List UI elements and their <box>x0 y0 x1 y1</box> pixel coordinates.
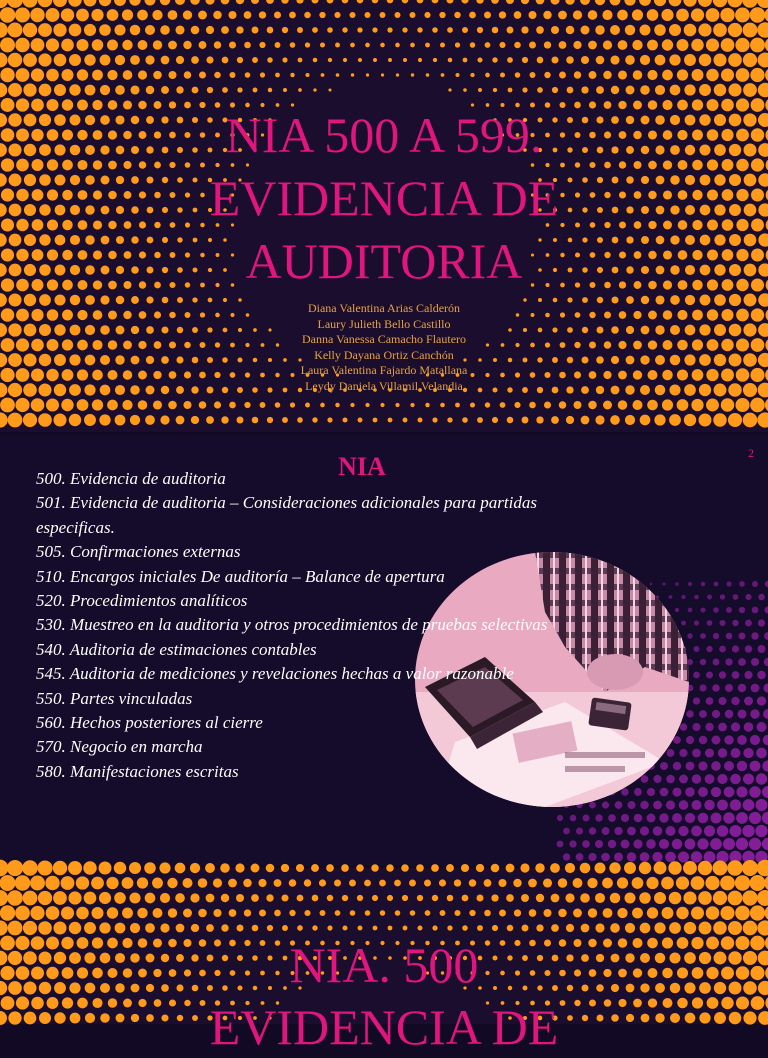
author-list <box>0 301 768 394</box>
slide-heading: NIA <box>300 452 424 482</box>
list-item: 580. Manifestaciones escritas <box>36 760 676 784</box>
slide-title <box>0 0 768 432</box>
title-line: EVIDENCIA DE <box>0 167 768 230</box>
nia-standards-list <box>36 467 676 784</box>
slide-nia-500 <box>0 868 768 1024</box>
list-item: 501. Evidencia de auditoria – Consideraciones adicionales para partidas <box>36 491 676 515</box>
title-line: EVIDENCIA DE <box>0 996 768 1058</box>
author-name: Leydy Daniela Villamil Velandia <box>0 379 768 395</box>
author-name: Diana Valentina Arias Calderón <box>0 301 768 317</box>
author-name: Laury Julieth Bello Castillo <box>0 317 768 333</box>
slide-number: 2 <box>748 446 754 461</box>
list-item: especificas. <box>36 516 676 540</box>
list-item: 550. Partes vinculadas <box>36 687 676 711</box>
list-item: 560. Hechos posteriores al cierre <box>36 711 676 735</box>
author-name: Kelly Dayana Ortiz Canchón <box>0 348 768 364</box>
list-item: 545. Auditoria de mediciones y revelaciones hechas a valor razonable <box>36 662 676 686</box>
title-line: NIA. 500 <box>0 934 768 996</box>
title-line: NIA 500 A 599. <box>0 104 768 167</box>
list-item: 500. Evidencia de auditoria <box>36 467 676 491</box>
list-item: 530. Muestreo en la auditoria y otros procedimientos de pruebas selectivas <box>36 613 676 637</box>
list-item: 505. Confirmaciones externas <box>36 540 676 564</box>
slide-nia-list <box>0 434 768 866</box>
list-item: 570. Negocio en marcha <box>36 735 676 759</box>
list-item: 520. Procedimientos analíticos <box>36 589 676 613</box>
slide-title-heading <box>0 104 768 293</box>
slide-title-heading <box>0 934 768 1058</box>
list-item: 510. Encargos iniciales De auditoría – Balance de apertura <box>36 565 676 589</box>
author-name: Danna Vanessa Camacho Flautero <box>0 332 768 348</box>
author-name: Laura Valentina Fajardo Matallana <box>0 363 768 379</box>
list-item: 540. Auditoria de estimaciones contables <box>36 638 676 662</box>
title-line: AUDITORIA <box>0 230 768 293</box>
